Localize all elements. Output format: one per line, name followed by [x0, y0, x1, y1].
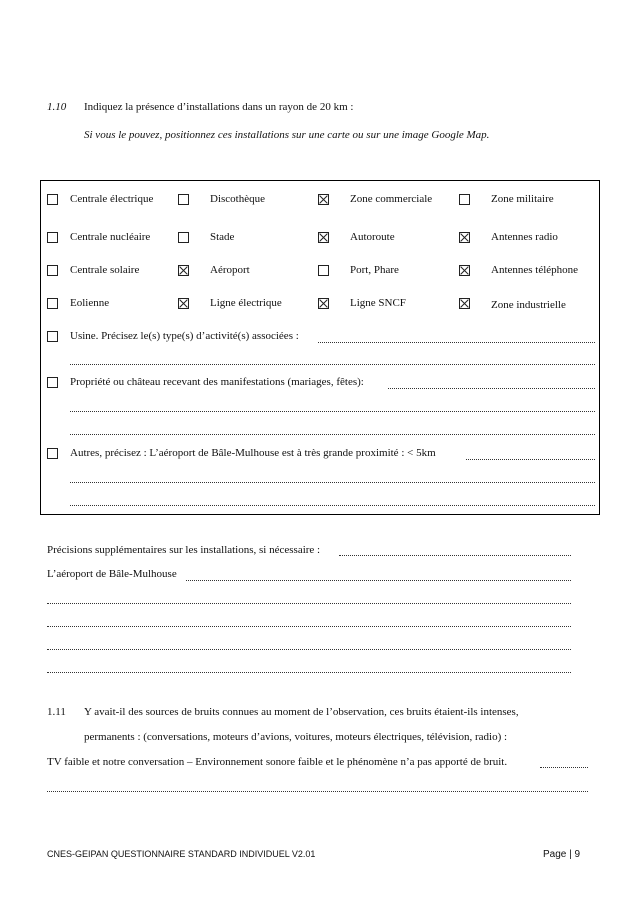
checkbox-stade[interactable] [178, 232, 189, 243]
question-1-11-cont: permanents : (conversations, moteurs d’avions, voitures, moteurs électriques, télévision, radio) : [84, 731, 508, 743]
usine-answer-line[interactable] [318, 342, 595, 343]
propriete-answer-line-2[interactable] [70, 411, 595, 412]
label-centrale-solaire: Centrale solaire [70, 264, 140, 276]
checkbox-zone-militaire[interactable] [459, 194, 470, 205]
label-eolienne: Eolienne [70, 297, 110, 309]
checkbox-port-phare[interactable] [318, 265, 329, 276]
label-centrale-nucleaire: Centrale nucléaire [70, 231, 151, 243]
question-1-10: Indiquez la présence d’installations dans un rayon de 20 km : [84, 101, 354, 113]
checkbox-ligne-sncf[interactable] [318, 298, 329, 309]
label-aeroport: Aéroport [210, 264, 250, 276]
checkbox-centrale-nucleaire[interactable] [47, 232, 58, 243]
footer-doc-title: CNES-GEIPAN QUESTIONNAIRE STANDARD INDIVIDUEL V2.01 [47, 849, 316, 859]
checkbox-zone-commerciale[interactable] [318, 194, 329, 205]
precisions-line-5[interactable] [47, 672, 571, 673]
checkbox-zone-industrielle[interactable] [459, 298, 470, 309]
label-zone-commerciale: Zone commerciale [350, 193, 433, 205]
checkbox-antennes-radio[interactable] [459, 232, 470, 243]
precisions-answer-line[interactable] [186, 580, 571, 581]
autres-answer-line[interactable] [466, 459, 595, 460]
label-ligne-electrique: Ligne électrique [210, 297, 282, 309]
precisions-label: Précisions supplémentaires sur les installations, si nécessaire : [47, 544, 321, 556]
precisions-line-3[interactable] [47, 626, 571, 627]
checkbox-antennes-telephone[interactable] [459, 265, 470, 276]
answer-1-11: TV faible et notre conversation – Environnement sonore faible et le phénomène n’a pas apporté de bruit. [47, 756, 508, 768]
checkbox-ligne-electrique[interactable] [178, 298, 189, 309]
footer-page-number: Page | 9 [543, 849, 581, 860]
label-antennes-radio: Antennes radio [491, 231, 558, 243]
question-1-11: Y avait-il des sources de bruits connues au moment de l’observation, ces bruits étaient-ils intenses, [84, 706, 519, 718]
label-discotheque: Discothèque [210, 193, 265, 205]
answer-1-11-line[interactable] [540, 767, 588, 768]
answer-1-11-line-2[interactable] [47, 791, 588, 792]
precisions-line-4[interactable] [47, 649, 571, 650]
label-stade: Stade [210, 231, 235, 243]
autres-answer-line-3[interactable] [70, 505, 595, 506]
label-centrale-electrique: Centrale électrique [70, 193, 154, 205]
section-number-1-11: 1.11 [47, 706, 66, 718]
checkbox-autoroute[interactable] [318, 232, 329, 243]
label-zone-militaire: Zone militaire [491, 193, 554, 205]
checkbox-centrale-electrique[interactable] [47, 194, 58, 205]
question-1-10-hint: Si vous le pouvez, positionnez ces installations sur une carte ou sur une image Google Map. [84, 129, 490, 141]
section-number-1-10: 1.10 [47, 101, 67, 113]
propriete-checkbox[interactable] [47, 377, 58, 388]
checkbox-eolienne[interactable] [47, 298, 58, 309]
checkbox-centrale-solaire[interactable] [47, 265, 58, 276]
precisions-line[interactable] [339, 555, 571, 556]
usine-answer-line-2[interactable] [70, 364, 595, 365]
precisions-answer: L’aéroport de Bâle-Mulhouse [47, 568, 177, 580]
usine-label: Usine. Précisez le(s) type(s) d’activité(s) associées : [70, 330, 299, 342]
checkbox-discotheque[interactable] [178, 194, 189, 205]
propriete-label: Propriété ou château recevant des manifestations (mariages, fêtes): [70, 376, 364, 388]
label-autoroute: Autoroute [350, 231, 395, 243]
propriete-answer-line[interactable] [388, 388, 595, 389]
usine-checkbox[interactable] [47, 331, 58, 342]
precisions-line-2[interactable] [47, 603, 571, 604]
autres-answer-line-2[interactable] [70, 482, 595, 483]
autres-checkbox[interactable] [47, 448, 58, 459]
autres-label: Autres, précisez : L’aéroport de Bâle-Mulhouse est à très grande proximité : < 5km [70, 447, 436, 459]
propriete-answer-line-3[interactable] [70, 434, 595, 435]
label-zone-industrielle: Zone industrielle [491, 299, 566, 311]
label-port-phare: Port, Phare [350, 264, 399, 276]
checkbox-aeroport[interactable] [178, 265, 189, 276]
label-antennes-telephone: Antennes téléphone [491, 264, 579, 276]
label-ligne-sncf: Ligne SNCF [350, 297, 406, 309]
